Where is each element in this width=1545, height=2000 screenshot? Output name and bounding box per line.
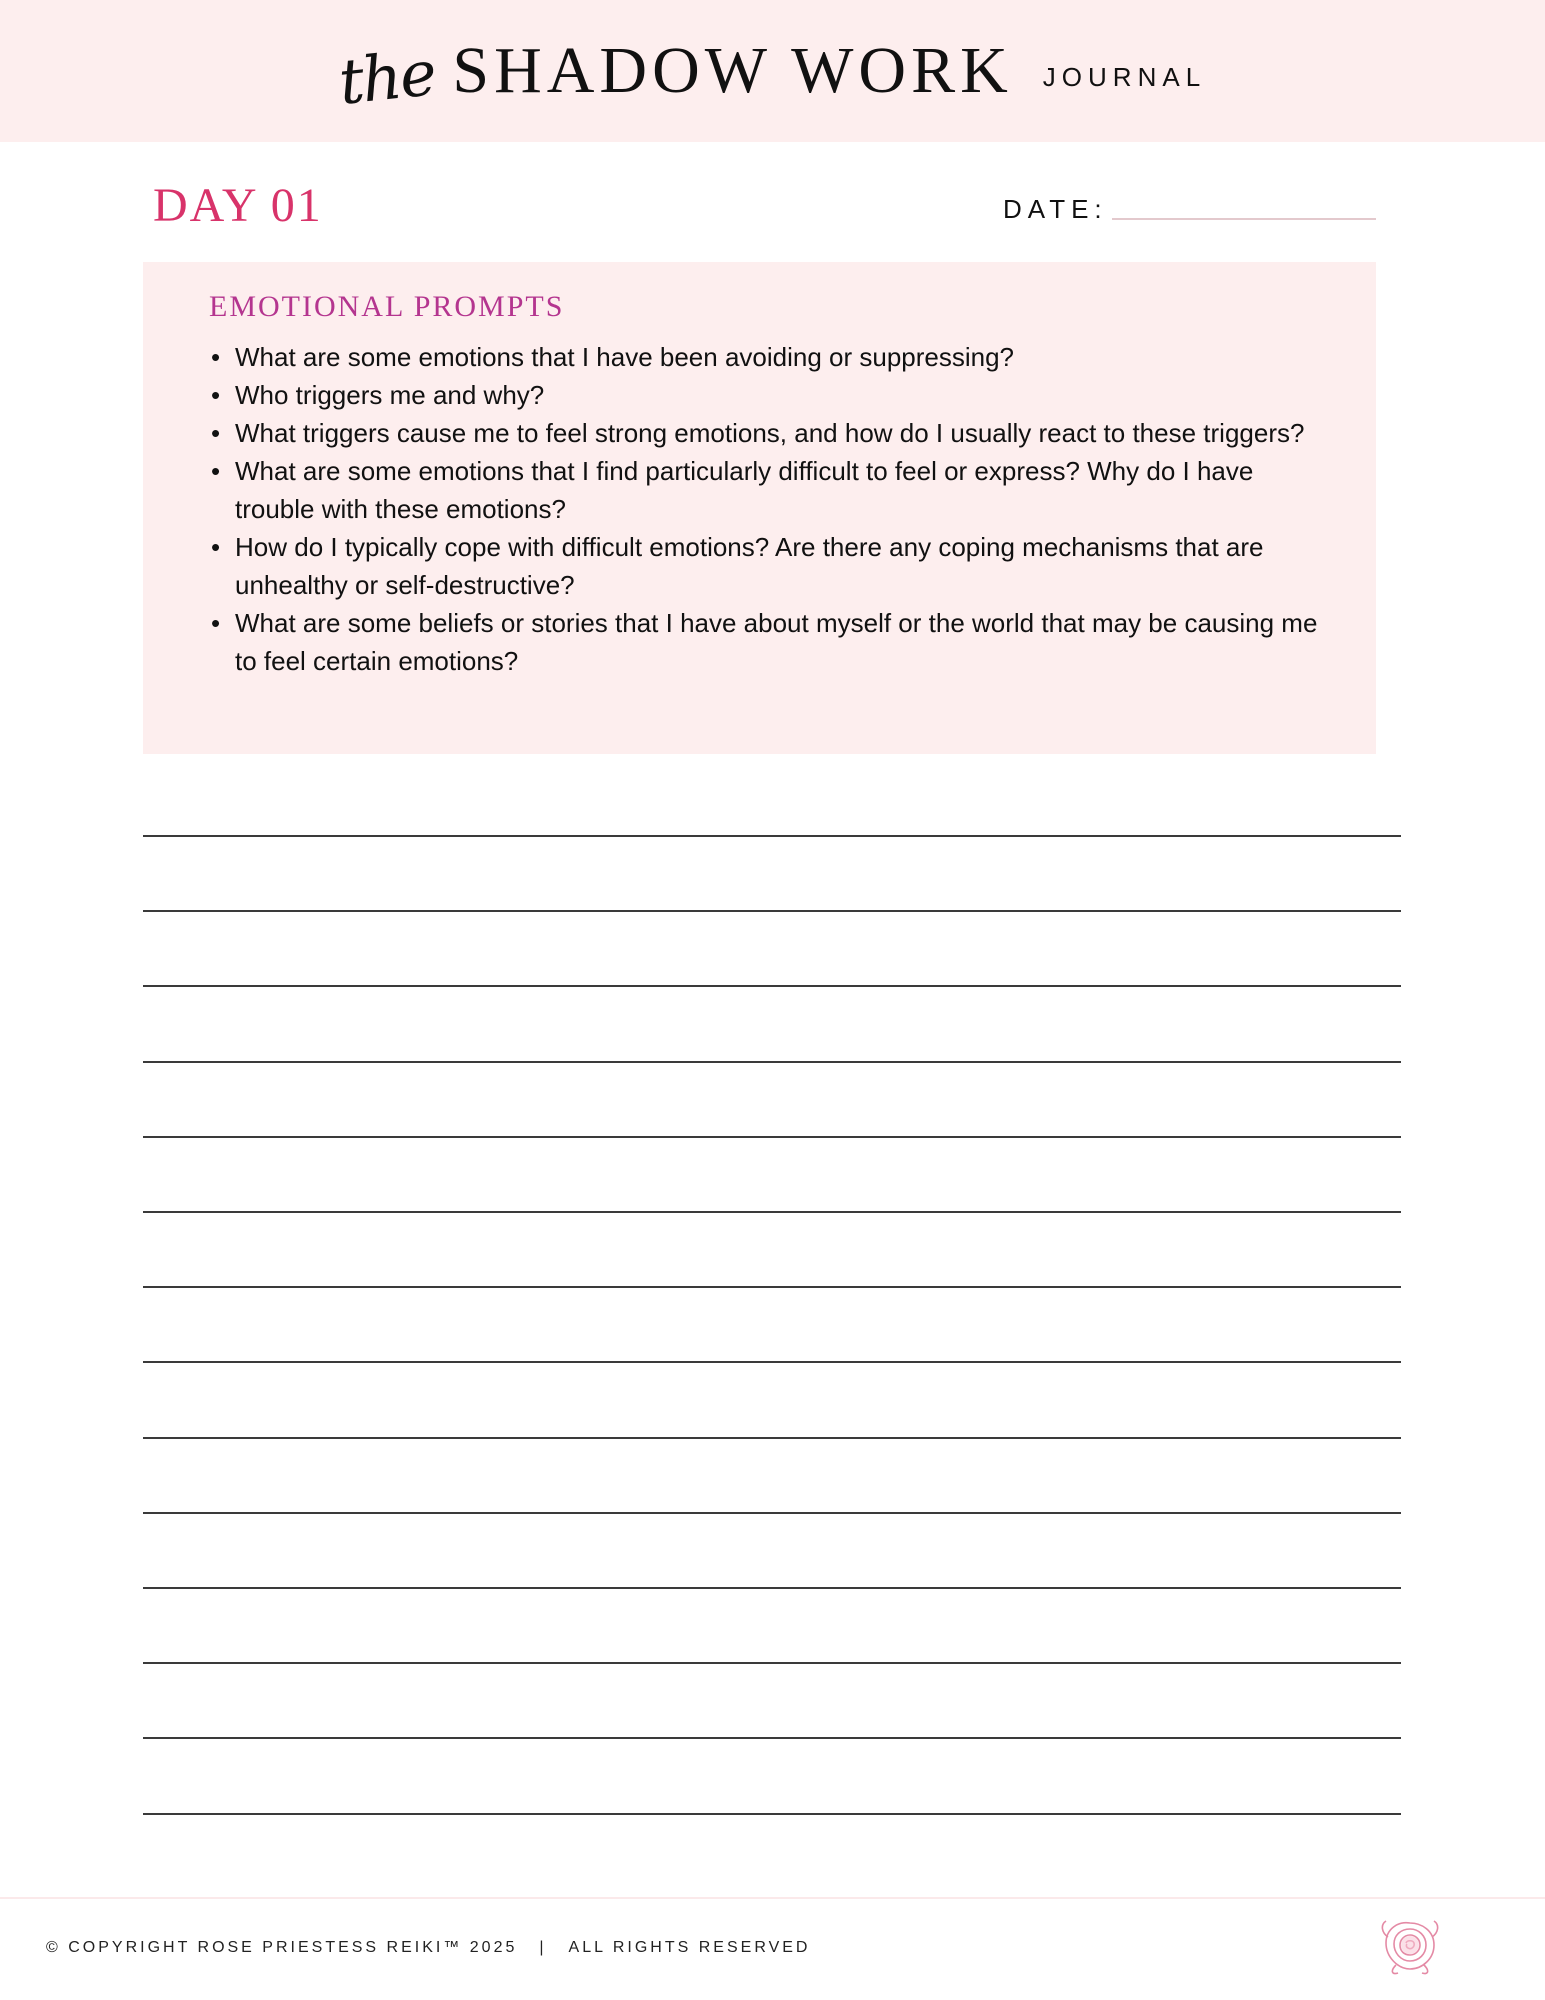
writing-line: [143, 1437, 1401, 1439]
bullet-icon: •: [211, 532, 221, 562]
copyright-text: © COPYRIGHT ROSE PRIESTESS REIKI™ 2025: [46, 1939, 518, 1956]
rights-text: ALL RIGHTS RESERVED: [568, 1939, 811, 1956]
brand-subtitle: JOURNAL: [1042, 61, 1207, 92]
day-title: DAY 01: [153, 179, 323, 232]
prompt-text: What are some emotions that I have been avoiding or suppressing?: [235, 342, 1015, 372]
footer-copyright: [46, 1939, 810, 1957]
writing-line: [143, 1813, 1401, 1815]
writing-line: [143, 1587, 1401, 1589]
bullet-icon: •: [211, 380, 221, 410]
rose-icon: [1376, 1915, 1444, 1977]
writing-line: [143, 985, 1401, 987]
prompt-text: What are some emotions that I find particularly difficult to feel or express? Why do I have trouble with these emotions?: [235, 456, 1254, 524]
bullet-icon: •: [211, 418, 221, 448]
writing-line: [143, 1061, 1401, 1063]
bullet-icon: •: [211, 342, 221, 372]
writing-line: [143, 910, 1401, 912]
writing-line: [143, 1136, 1401, 1138]
prompt-text: What triggers cause me to feel strong emotions, and how do I usually react to these triggers?: [235, 418, 1305, 448]
writing-line: [143, 1286, 1401, 1288]
prompt-text: How do I typically cope with difficult emotions? Are there any coping mechanisms that are unhealthy or self-destructive?: [235, 532, 1264, 600]
prompt-text: What are some beliefs or stories that I have about myself or the world that may be causing me to feel certain emotions?: [235, 608, 1318, 676]
writing-area[interactable]: [143, 0, 1401, 2000]
footer-divider: [0, 1897, 1545, 1899]
writing-line: [143, 835, 1401, 837]
bullet-icon: •: [211, 456, 221, 486]
prompt-text: Who triggers me and why?: [235, 380, 545, 410]
brand-title: SHADOW WORK: [452, 34, 1013, 107]
footer-separator: |: [539, 1939, 547, 1956]
writing-line: [143, 1737, 1401, 1739]
prompts-heading: EMOTIONAL PROMPTS: [209, 290, 565, 323]
writing-line: [143, 1361, 1401, 1363]
writing-line: [143, 1512, 1401, 1514]
bullet-icon: •: [211, 608, 221, 638]
date-label: DATE:: [1003, 194, 1108, 224]
writing-line: [143, 1211, 1401, 1213]
brand-the: the: [335, 35, 438, 119]
writing-line: [143, 1662, 1401, 1664]
